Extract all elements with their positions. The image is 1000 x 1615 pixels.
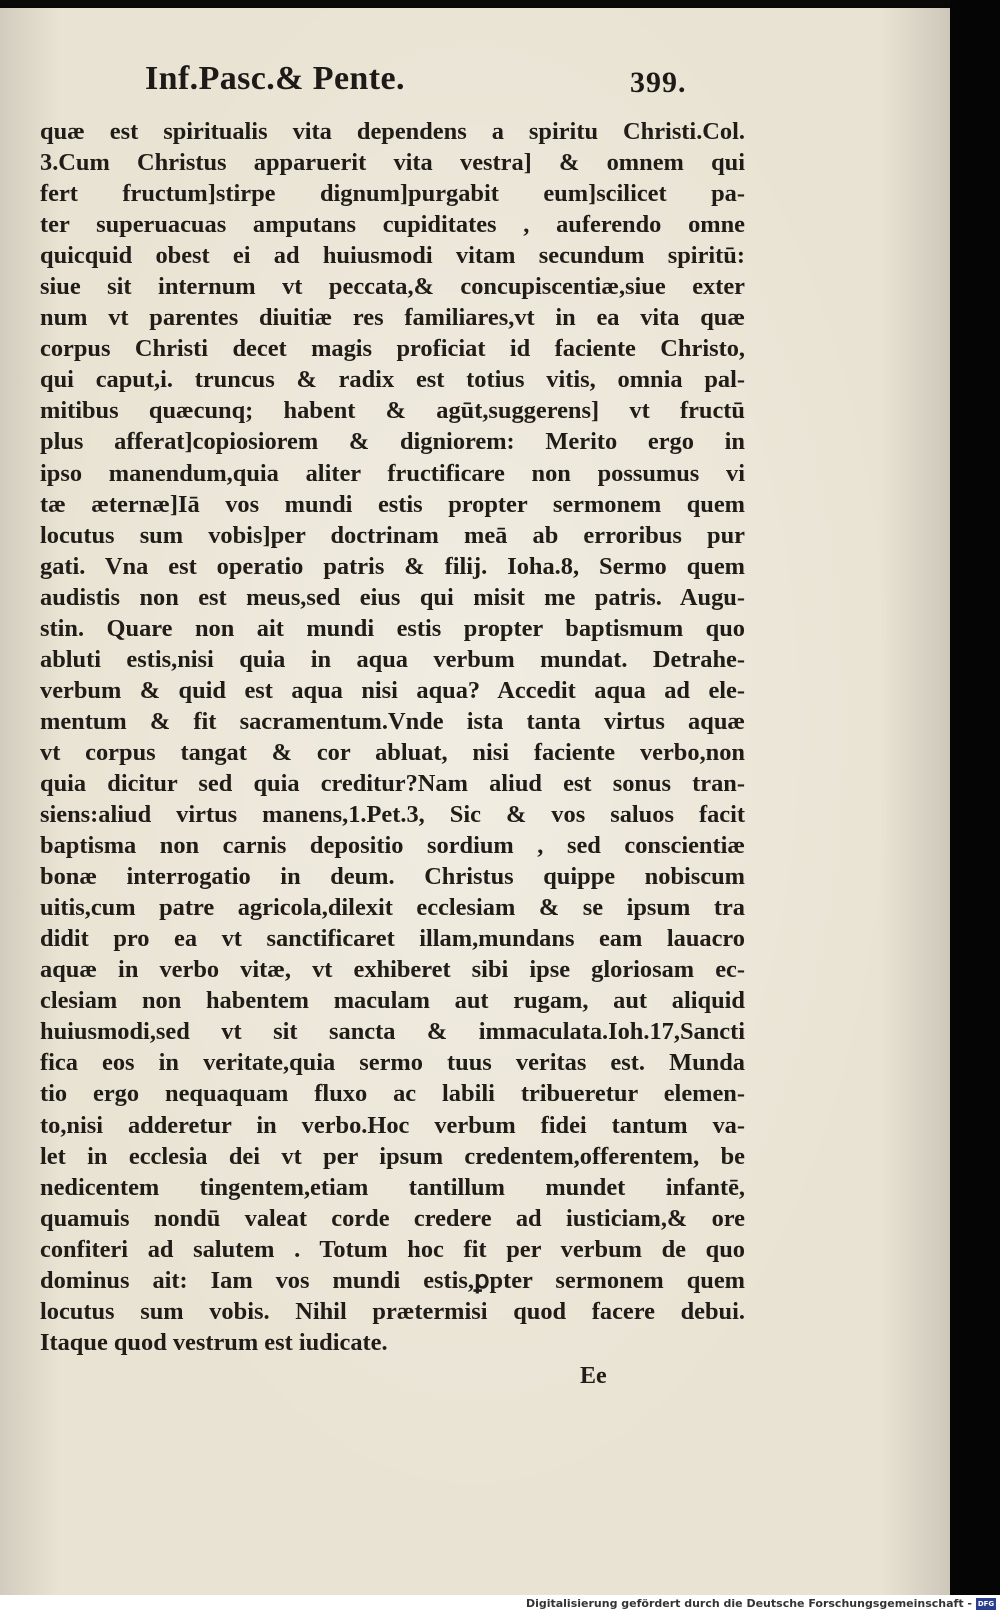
text-line: baptisma non carnis depositio sordium , sed conscientiæ [40,832,745,860]
digitization-credit: Digitalisierung gefördert durch die Deutsche Forschungsgemeinschaft - [525,1597,972,1610]
text-line: locutus sum vobis]per doctrinam meā ab erroribus pur [40,521,745,549]
text-line: num vt parentes diuitiæ res familiares,vt in ea vita quæ [40,304,745,332]
text-line: clesiam non habentem maculam aut rugam, aut aliquid [40,987,745,1015]
scan-background [950,0,1000,1615]
footer-bar [0,1595,1000,1615]
text-line: confiteri ad salutem . Totum hoc fit per verbum de quo [40,1235,745,1263]
text-line: verbum & quid est aqua nisi aqua? Accedit aqua ad ele- [40,676,745,704]
dfg-logo: DFG [977,1600,995,1608]
text-line: huiusmodi,sed vt sit sancta & immaculata.Ioh.17,Sancti [40,1018,745,1046]
book-page [0,8,950,1595]
text-line: stin. Quare non ait mundi estis propter baptismum quo [40,614,745,642]
text-line: didit pro ea vt sanctificaret illam,mundans eam lauacro [40,925,745,953]
catchword: Ee [580,1363,607,1389]
text-line: dominus ait: Iam vos mundi estis,ꝑpter sermonem quem [40,1266,745,1294]
text-line: let in ecclesia dei vt per ipsum credentem,offerentem, be [40,1142,745,1170]
text-line: ter superuacuas amputans cupiditates , auferendo omne [40,211,745,239]
text-line: uitis,cum patre agricola,dilexit ecclesiam & se ipsum tra [40,894,745,922]
text-line: vt corpus tangat & cor abluat, nisi faciente verbo,non [40,738,745,766]
text-line: plus afferat]copiosiorem & digniorem: Merito ergo in [40,428,745,456]
page-number: 399. [630,66,687,99]
text-line: abluti estis,nisi quia in aqua verbum mundat. Detrahe- [40,645,745,673]
text-line: tæ æternæ]Iā vos mundi estis propter sermonem quem [40,490,745,518]
text-line: fert fructum]stirpe dignum]purgabit eum]scilicet pa- [40,180,745,208]
text-line: quamuis nondū valeat corde credere ad iusticiam,& ore [40,1204,745,1232]
text-line: mentum & fit sacramentum.Vnde ista tanta virtus aquæ [40,707,745,735]
text-line: siue sit internum vt peccata,& concupiscentiæ,siue exter [40,273,745,301]
text-line: fica eos in veritate,quia sermo tuus veritas est. Munda [40,1049,745,1077]
text-line: audistis non est meus,sed eius qui misit me patris. Augu- [40,583,745,611]
text-line: quæ est spiritualis vita dependens a spiritu Christi.Col. [40,118,745,145]
running-head: Inf.Pasc.& Pente. [145,60,405,97]
text-line: tio ergo nequaquam fluxo ac labili tribueretur elemen- [40,1080,745,1108]
text-line: quicquid obest ei ad huiusmodi vitam secundum spiritū: [40,242,745,270]
text-line: qui caput,i. truncus & radix est totius vitis, omnia pal- [40,366,745,394]
page-header [145,60,745,110]
text-line: locutus sum vobis. Nihil prætermisi quod facere debui. [40,1297,745,1325]
text-line: mitibus quæcunq; habent & agūt,suggerens] vt fructū [40,397,745,425]
text-line: to,nisi adderetur in verbo.Hoc verbum fidei tantum va- [40,1111,745,1139]
body-text [40,116,745,1358]
text-line: 3.Cum Christus apparuerit vita vestra] & omnem qui [40,149,745,177]
text-line: gati. Vna est operatio patris & filij. Ioha.8, Sermo quem [40,552,745,580]
text-line: quia dicitur sed quia creditur?Nam aliud est sonus tran- [40,769,745,797]
text-line: corpus Christi decet magis proficiat id faciente Christo, [40,335,745,363]
text-line: siens:aliud virtus manens,1.Pet.3, Sic & vos saluos facit [40,801,745,829]
text-line: ipso manendum,quia aliter fructificare non possumus vi [40,459,745,487]
text-line: nedicentem tingentem,etiam tantillum mundet infantē, [40,1173,745,1201]
text-line: bonæ interrogatio in deum. Christus quippe nobiscum [40,863,745,891]
text-line: aquæ in verbo vitæ, vt exhiberet sibi ipse gloriosam ec- [40,956,745,984]
text-line: Itaque quod vestrum est iudicate. [40,1328,388,1356]
